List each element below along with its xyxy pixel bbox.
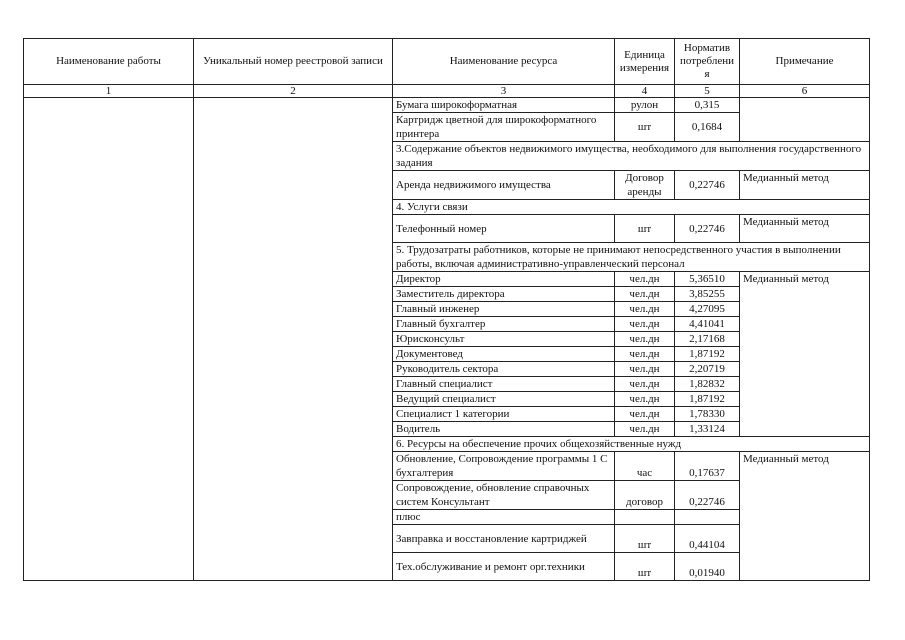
header-row — [24, 39, 870, 85]
header-unit: Единица измерения — [615, 39, 675, 85]
staff-unit: чел.дн — [615, 347, 675, 362]
other-name: Сопровождение, обновление справочных систем Консультант — [393, 481, 615, 510]
staff-norm: 1,87192 — [675, 392, 740, 407]
column-number: 3 — [393, 85, 615, 98]
resource-unit: рулон — [615, 98, 675, 113]
other-name: плюс — [393, 510, 615, 525]
header-work-name: Наименование работы — [24, 39, 194, 85]
other-name: Тех.обслуживание и ремонт орг.техники — [393, 553, 615, 581]
resource-unit: шт — [615, 113, 675, 142]
other-unit: шт — [615, 525, 675, 553]
column-number: 2 — [194, 85, 393, 98]
table-row — [24, 98, 870, 113]
header-resource: Наименование ресурса — [393, 39, 615, 85]
staff-norm: 4,41041 — [675, 317, 740, 332]
other-unit: шт — [615, 553, 675, 581]
header-note: Примечание — [740, 39, 870, 85]
staff-unit: чел.дн — [615, 392, 675, 407]
staff-name: Юрисконсульт — [393, 332, 615, 347]
staff-norm: 1,82832 — [675, 377, 740, 392]
section-title: 3.Содержание объектов недвижимого имущества, необходимого для выполнения государственного задания — [393, 142, 870, 171]
staff-norm: 4,27095 — [675, 302, 740, 317]
section-title: 5. Трудозатраты работников, которые не принимают непосредственного участия в выполнении работы, включая административно-управленческий персонал — [393, 243, 870, 272]
staff-norm: 2,20719 — [675, 362, 740, 377]
staff-note: Медианный метод — [740, 272, 870, 437]
staff-unit: чел.дн — [615, 362, 675, 377]
resource-unit: шт — [615, 215, 675, 243]
resource-name: Аренда недвижимого имущества — [393, 171, 615, 200]
resource-unit: Договор аренды — [615, 171, 675, 200]
staff-unit: чел.дн — [615, 422, 675, 437]
staff-norm: 1,33124 — [675, 422, 740, 437]
other-norm: 0,17637 — [675, 452, 740, 481]
staff-unit: чел.дн — [615, 332, 675, 347]
section-title: 6. Ресурсы на обеспечение прочих общехозяйственные нужд — [393, 437, 870, 452]
resource-name: Телефонный номер — [393, 215, 615, 243]
other-unit: договор — [615, 481, 675, 510]
header-registry: Уникальный номер реестровой записи — [194, 39, 393, 85]
staff-norm: 3,85255 — [675, 287, 740, 302]
resource-name: Картридж цветной для широкоформатного принтера — [393, 113, 615, 142]
column-number: 1 — [24, 85, 194, 98]
staff-unit: чел.дн — [615, 272, 675, 287]
staff-norm: 1,87192 — [675, 347, 740, 362]
staff-name: Водитель — [393, 422, 615, 437]
resource-note: Медианный метод — [740, 215, 870, 243]
staff-name: Документовед — [393, 347, 615, 362]
staff-norm: 5,36510 — [675, 272, 740, 287]
staff-name: Главный специалист — [393, 377, 615, 392]
column-number: 6 — [740, 85, 870, 98]
work-name-cell — [24, 98, 194, 581]
other-name: Завправка и восстановление картриджей — [393, 525, 615, 553]
section-title: 4. Услуги связи — [393, 200, 870, 215]
registry-cell — [194, 98, 393, 581]
staff-norm: 1,78330 — [675, 407, 740, 422]
column-number: 4 — [615, 85, 675, 98]
other-name: Обновление, Сопровождение программы 1 С бухгалтерия — [393, 452, 615, 481]
resource-norm: 0,22746 — [675, 171, 740, 200]
other-unit: час — [615, 452, 675, 481]
header-norm: Норматив потреблени я — [675, 39, 740, 85]
resource-norm: 0,1684 — [675, 113, 740, 142]
staff-name: Руководитель сектора — [393, 362, 615, 377]
staff-norm: 2,17168 — [675, 332, 740, 347]
other-unit — [615, 510, 675, 525]
other-norm — [675, 510, 740, 525]
staff-name: Главный инженер — [393, 302, 615, 317]
staff-unit: чел.дн — [615, 377, 675, 392]
staff-unit: чел.дн — [615, 407, 675, 422]
other-norm: 0,44104 — [675, 525, 740, 553]
resource-note — [740, 98, 870, 142]
resource-name: Бумага широкоформатная — [393, 98, 615, 113]
other-norm: 0,01940 — [675, 553, 740, 581]
staff-unit: чел.дн — [615, 317, 675, 332]
staff-name: Директор — [393, 272, 615, 287]
staff-name: Ведущий специалист — [393, 392, 615, 407]
column-number-row — [24, 85, 870, 98]
resource-norms-table — [23, 38, 870, 581]
staff-name: Специалист 1 категории — [393, 407, 615, 422]
staff-name: Главный бухгалтер — [393, 317, 615, 332]
resource-note: Медианный метод — [740, 171, 870, 200]
other-norm: 0,22746 — [675, 481, 740, 510]
staff-unit: чел.дн — [615, 287, 675, 302]
resource-norm: 0,22746 — [675, 215, 740, 243]
column-number: 5 — [675, 85, 740, 98]
other-note: Медианный метод — [740, 452, 870, 581]
resource-norm: 0,315 — [675, 98, 740, 113]
staff-unit: чел.дн — [615, 302, 675, 317]
staff-name: Заместитель директора — [393, 287, 615, 302]
